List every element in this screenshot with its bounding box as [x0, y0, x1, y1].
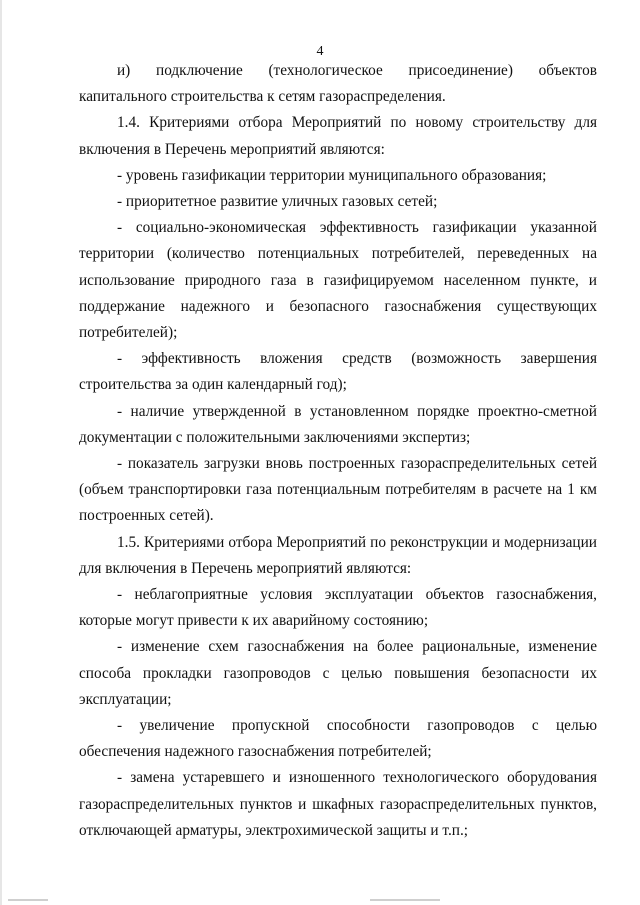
criterion-unfavorable-conditions: - неблагоприятные условия эксплуатации объектов газоснабжения, которые могут привести к их аварийному состоянию; — [79, 586, 597, 630]
criterion-street-networks: - приоритетное развитие уличных газовых сетей; — [117, 193, 438, 211]
paragraph-1-5-heading: 1.5. Критериями отбора Мероприятий по реконструкции и модернизации для включения в Перечень мероприятий являются: — [79, 533, 597, 577]
paragraph-1-4-heading: 1.4. Критериями отбора Мероприятий по новому строительству для включения в Перечень мероприятий являются: — [79, 114, 597, 158]
criterion-equipment-replacement: - замена устаревшего и изношенного технологического оборудования газораспределительных пунктов и шкафных газораспределительных пунктов, отключающей арматуры, электрохимической защиты и т.п.; — [79, 769, 597, 839]
criterion-network-load: - показатель загрузки вновь построенных газораспределительных сетей (объем транспортировки газа потенциальным потребителям в расчете на 1 км построенных сетей). — [79, 455, 597, 525]
document-body — [79, 58, 597, 844]
criterion-socio-economic: - социально-экономическая эффективность газификации указанной территории (количество потенциальных потребителей, переведенных на использование природного газа в газифицируемом населенном пункте, и поддержание надежного и безопасного газоснабжения существующих потребителей); — [79, 219, 597, 342]
scan-left-edge — [0, 0, 2, 905]
criterion-investment-efficiency: - эффективность вложения средств (возможность завершения строительства за один календарный год); — [79, 350, 597, 394]
criterion-scheme-change: - изменение схем газоснабжения на более рациональные, изменение способа прокладки газопроводов с целью повышения безопасности их эксплуатации; — [79, 638, 597, 708]
criterion-design-documentation: - наличие утвержденной в установленном порядке проектно-сметной документации с положительными заключениями экспертиз; — [79, 402, 597, 446]
scan-artifact — [370, 899, 440, 901]
page-number: 4 — [316, 44, 324, 59]
paragraph-connection: и) подключение (технологическое присоединение) объектов капитального строительства к сетям газораспределения. — [79, 62, 597, 106]
scan-artifact — [8, 899, 48, 901]
criterion-gasification-level: - уровень газификации территории муниципального образования; — [117, 166, 547, 184]
criterion-capacity-increase: - увеличение пропускной способности газопроводов с целью обеспечения надежного газоснабжения потребителей; — [79, 717, 597, 761]
